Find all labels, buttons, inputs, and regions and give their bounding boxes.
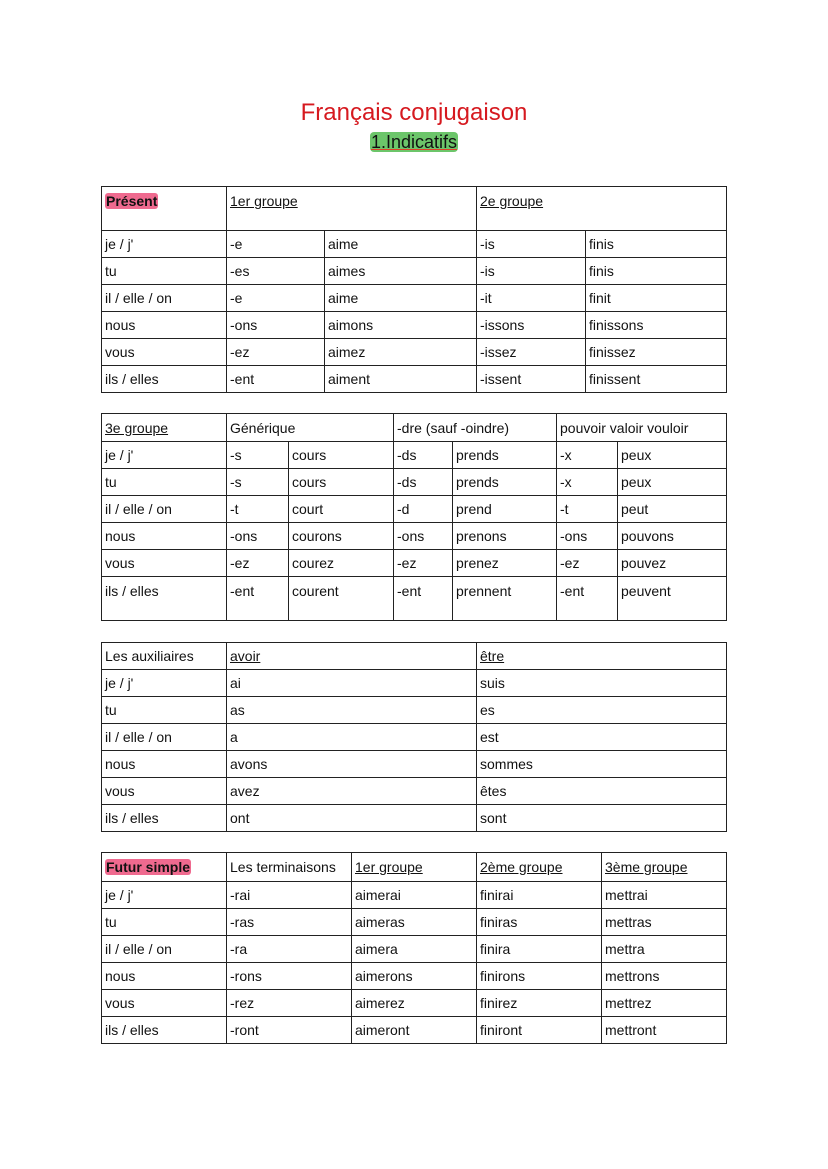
table-row (102, 751, 727, 778)
header-cell (227, 643, 477, 670)
conjugation-cell: mettrez (602, 990, 727, 1017)
table-row (102, 990, 727, 1017)
conjugation-cell: sont (477, 805, 727, 832)
conjugation-cell: -ons (227, 523, 289, 550)
conjugation-cell: avons (227, 751, 477, 778)
conjugation-cell: -t (557, 496, 618, 523)
header-cell (102, 643, 227, 670)
conjugation-cell: -x (557, 442, 618, 469)
conjugation-cell: -it (477, 285, 586, 312)
pronoun-cell: vous (102, 339, 227, 366)
conjugation-cell: -ons (557, 523, 618, 550)
conjugation-cell: -s (227, 442, 289, 469)
table-row (102, 231, 727, 258)
futur-simple-table (101, 852, 727, 1044)
conjugation-cell: -ez (227, 550, 289, 577)
conjugation-cell: finira (477, 936, 602, 963)
conjugation-cell: as (227, 697, 477, 724)
conjugation-cell: -ront (227, 1017, 352, 1044)
table-row (102, 339, 727, 366)
pronoun-cell: je / j' (102, 442, 227, 469)
header-label: 2e groupe (480, 193, 544, 209)
conjugation-cell: -issent (477, 366, 586, 393)
conjugation-cell: -rez (227, 990, 352, 1017)
conjugation-cell: prenons (453, 523, 557, 550)
header-label: 3ème groupe (605, 859, 688, 875)
table-row (102, 469, 727, 496)
conjugation-cell: finissent (586, 366, 727, 393)
pronoun-cell: je / j' (102, 670, 227, 697)
table-row (102, 577, 727, 621)
conjugation-cell: prennent (453, 577, 557, 621)
conjugation-cell: finirons (477, 963, 602, 990)
table-row (102, 909, 727, 936)
conjugation-cell: pouvez (618, 550, 727, 577)
conjugation-cell: aimerons (352, 963, 477, 990)
header-label: 1er groupe (355, 859, 423, 875)
table-header-row (102, 414, 727, 442)
conjugation-cell: -ent (557, 577, 618, 621)
document-title: Français conjugaison (300, 99, 528, 126)
header-label: pouvoir valoir vouloir (560, 420, 689, 436)
conjugation-cell: -ons (394, 523, 453, 550)
conjugation-cell: -rons (227, 963, 352, 990)
table-row (102, 778, 727, 805)
conjugation-cell: est (477, 724, 727, 751)
pronoun-cell: je / j' (102, 882, 227, 909)
conjugation-cell: courons (289, 523, 394, 550)
conjugation-cell: -ent (227, 577, 289, 621)
conjugation-cell: -ez (227, 339, 325, 366)
conjugation-cell: aimerez (352, 990, 477, 1017)
conjugation-cell: peut (618, 496, 727, 523)
table-row (102, 805, 727, 832)
conjugation-cell: finiras (477, 909, 602, 936)
conjugation-cell: -ent (394, 577, 453, 621)
table-header-row (102, 643, 727, 670)
pronoun-cell: tu (102, 258, 227, 285)
header-cell (227, 187, 477, 231)
conjugation-cell: finis (586, 231, 727, 258)
conjugation-cell: peux (618, 469, 727, 496)
conjugation-cell: courez (289, 550, 394, 577)
conjugation-cell: -t (227, 496, 289, 523)
table-row (102, 523, 727, 550)
header-label: avoir (230, 648, 261, 664)
conjugation-cell: prenez (453, 550, 557, 577)
table-row (102, 496, 727, 523)
header-label: Futur simple (106, 859, 191, 875)
conjugation-cell: -e (227, 285, 325, 312)
conjugation-cell: aimerai (352, 882, 477, 909)
pronoun-cell: vous (102, 550, 227, 577)
pronoun-cell: vous (102, 778, 227, 805)
conjugation-cell: aime (325, 231, 477, 258)
header-cell (227, 853, 352, 882)
pronoun-cell: nous (102, 523, 227, 550)
conjugation-cell: êtes (477, 778, 727, 805)
conjugation-cell: finiront (477, 1017, 602, 1044)
table-row (102, 882, 727, 909)
conjugation-cell: peuvent (618, 577, 727, 621)
header-cell (477, 643, 727, 670)
header-label: Présent (106, 193, 158, 209)
conjugation-cell: courent (289, 577, 394, 621)
pronoun-cell: il / elle / on (102, 285, 227, 312)
pronoun-cell: ils / elles (102, 366, 227, 393)
conjugation-cell: finis (586, 258, 727, 285)
pronoun-cell: nous (102, 751, 227, 778)
header-label: Les auxiliaires (105, 648, 194, 664)
table-header-row (102, 187, 727, 231)
conjugation-cell: cours (289, 442, 394, 469)
header-cell (102, 187, 227, 231)
present-1er-2e-groupe-table (101, 186, 727, 393)
table-row (102, 936, 727, 963)
conjugation-cell: pouvons (618, 523, 727, 550)
conjugation-cell: -ent (227, 366, 325, 393)
conjugation-cell: -ez (394, 550, 453, 577)
table-row (102, 550, 727, 577)
conjugation-cell: -e (227, 231, 325, 258)
section-heading-wrap (0, 132, 828, 153)
conjugation-cell: -ds (394, 442, 453, 469)
table-row (102, 724, 727, 751)
conjugation-cell: prends (453, 442, 557, 469)
conjugation-cell: aimera (352, 936, 477, 963)
header-cell (477, 187, 727, 231)
pronoun-cell: tu (102, 909, 227, 936)
conjugation-cell: ont (227, 805, 477, 832)
conjugation-cell: -ons (227, 312, 325, 339)
pronoun-cell: il / elle / on (102, 936, 227, 963)
conjugation-cell: prends (453, 469, 557, 496)
conjugation-cell: suis (477, 670, 727, 697)
header-cell (557, 414, 727, 442)
conjugation-cell: -issons (477, 312, 586, 339)
conjugation-cell: aimez (325, 339, 477, 366)
conjugation-cell: mettra (602, 936, 727, 963)
header-label: 1er groupe (230, 193, 298, 209)
table-row (102, 697, 727, 724)
pronoun-cell: vous (102, 990, 227, 1017)
pronoun-cell: nous (102, 963, 227, 990)
conjugation-cell: -ds (394, 469, 453, 496)
pronoun-cell: ils / elles (102, 805, 227, 832)
table-row (102, 366, 727, 393)
header-cell (227, 414, 394, 442)
pronoun-cell: nous (102, 312, 227, 339)
conjugation-cell: -issez (477, 339, 586, 366)
pronoun-cell: ils / elles (102, 1017, 227, 1044)
pronoun-cell: ils / elles (102, 577, 227, 621)
table-row (102, 285, 727, 312)
conjugation-cell: finirez (477, 990, 602, 1017)
conjugation-cell: -ras (227, 909, 352, 936)
conjugation-cell: -rai (227, 882, 352, 909)
header-cell (394, 414, 557, 442)
header-label: 3e groupe (105, 420, 169, 436)
header-label: Les terminaisons (230, 859, 336, 875)
pronoun-cell: je / j' (102, 231, 227, 258)
header-label: 2ème groupe (480, 859, 563, 875)
conjugation-cell: -x (557, 469, 618, 496)
header-label: Générique (230, 420, 296, 436)
header-cell (477, 853, 602, 882)
conjugation-cell: -is (477, 258, 586, 285)
pronoun-cell: tu (102, 469, 227, 496)
conjugation-cell: cours (289, 469, 394, 496)
conjugation-cell: es (477, 697, 727, 724)
conjugation-cell: mettras (602, 909, 727, 936)
conjugation-cell: finissons (586, 312, 727, 339)
conjugation-cell: prend (453, 496, 557, 523)
conjugation-cell: finirai (477, 882, 602, 909)
conjugation-cell: aimeront (352, 1017, 477, 1044)
present-3e-groupe-table (101, 413, 727, 621)
pronoun-cell: il / elle / on (102, 496, 227, 523)
header-label: être (480, 648, 505, 664)
conjugation-cell: -d (394, 496, 453, 523)
header-cell (352, 853, 477, 882)
conjugation-cell: aiment (325, 366, 477, 393)
table-row (102, 670, 727, 697)
pronoun-cell: tu (102, 697, 227, 724)
table-row (102, 312, 727, 339)
conjugation-cell: -is (477, 231, 586, 258)
conjugation-cell: sommes (477, 751, 727, 778)
conjugation-cell: aimes (325, 258, 477, 285)
conjugation-cell: aimons (325, 312, 477, 339)
conjugation-cell: aimeras (352, 909, 477, 936)
conjugation-cell: a (227, 724, 477, 751)
conjugation-cell: -ra (227, 936, 352, 963)
conjugation-cell: court (289, 496, 394, 523)
table-row (102, 258, 727, 285)
conjugation-cell: -s (227, 469, 289, 496)
table-header-row (102, 853, 727, 882)
conjugation-cell: -ez (557, 550, 618, 577)
auxiliaires-table (101, 642, 727, 832)
header-label: -dre (sauf -oindre) (397, 420, 510, 436)
table-row (102, 442, 727, 469)
conjugation-cell: finissez (586, 339, 727, 366)
pronoun-cell: il / elle / on (102, 724, 227, 751)
header-cell (602, 853, 727, 882)
conjugation-cell: -es (227, 258, 325, 285)
conjugation-cell: avez (227, 778, 477, 805)
header-cell (102, 414, 227, 442)
conjugation-cell: finit (586, 285, 727, 312)
header-cell (102, 853, 227, 882)
conjugation-cell: mettrons (602, 963, 727, 990)
section-heading: 1.Indicatifs (370, 132, 458, 152)
conjugation-cell: mettrai (602, 882, 727, 909)
conjugation-cell: peux (618, 442, 727, 469)
conjugation-cell: mettront (602, 1017, 727, 1044)
conjugation-cell: aime (325, 285, 477, 312)
table-row (102, 1017, 727, 1044)
conjugation-cell: ai (227, 670, 477, 697)
table-row (102, 963, 727, 990)
